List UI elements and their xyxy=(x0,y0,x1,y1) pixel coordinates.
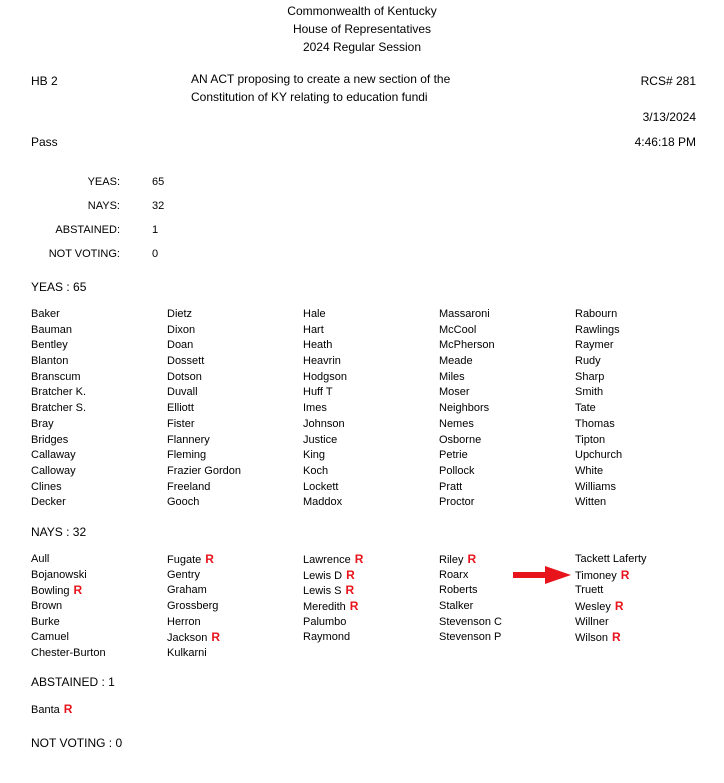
member-name xyxy=(575,338,622,354)
member-name xyxy=(303,338,347,354)
member-label: Herron xyxy=(167,615,201,628)
member-label: Roarx xyxy=(439,568,469,581)
member-label: Nemes xyxy=(439,417,474,430)
member-name xyxy=(31,370,86,386)
member-name xyxy=(31,464,86,480)
member-label: Palumbo xyxy=(303,615,347,628)
member-label: McCool xyxy=(439,323,477,336)
nays-column xyxy=(31,552,106,662)
member-label: Fister xyxy=(167,417,195,430)
member-label: Dietz xyxy=(167,308,193,320)
member-name xyxy=(439,464,495,480)
member-name xyxy=(439,433,495,449)
abstained-heading: ABSTAINED : 1 xyxy=(31,675,115,689)
member-name xyxy=(303,615,363,631)
member-name xyxy=(31,480,86,496)
member-name xyxy=(31,646,106,662)
member-name xyxy=(575,417,622,433)
member-name xyxy=(31,417,86,433)
member-name xyxy=(167,568,220,584)
member-label: Hodgson xyxy=(303,370,348,383)
member-label: Koch xyxy=(303,464,329,477)
member-name xyxy=(303,583,363,599)
member-label: Banta xyxy=(31,704,60,716)
member-label: Neighbors xyxy=(439,402,490,415)
member-name xyxy=(575,495,622,511)
member-name xyxy=(303,568,363,584)
member-label: Williams xyxy=(575,480,616,493)
member-label: Jackson xyxy=(167,632,208,645)
member-label: Rawlings xyxy=(575,323,620,336)
member-name xyxy=(303,448,347,464)
tally-value: 32 xyxy=(152,200,165,212)
member-label: Gooch xyxy=(167,496,200,509)
party-mark: R xyxy=(345,583,355,598)
member-label: Frazier Gordon xyxy=(167,464,241,477)
member-name xyxy=(31,568,106,584)
member-label: Dossett xyxy=(167,355,205,368)
member-name xyxy=(303,630,363,646)
tally-label: NAYS: xyxy=(87,200,120,212)
member-label: Thomas xyxy=(575,417,615,430)
member-name xyxy=(575,354,622,370)
member-label: Baker xyxy=(31,308,60,320)
member-name xyxy=(31,702,72,718)
member-label: Raymond xyxy=(303,631,351,644)
member-name xyxy=(167,433,241,449)
member-label: Lawrence xyxy=(303,554,351,566)
member-name xyxy=(167,464,241,480)
member-label: Bauman xyxy=(31,323,72,336)
member-label: Hart xyxy=(303,323,324,336)
member-name xyxy=(439,417,495,433)
member-label: Imes xyxy=(303,402,327,415)
party-mark: R xyxy=(73,583,83,598)
member-label: Stevenson P xyxy=(439,631,502,644)
member-label: Upchurch xyxy=(575,449,623,462)
member-name xyxy=(303,599,363,615)
member-name xyxy=(31,338,86,354)
yeas-column xyxy=(167,307,241,511)
tally-label: NOT VOTING: xyxy=(48,248,120,260)
member-label: Dotson xyxy=(167,370,202,383)
member-label: Lockett xyxy=(303,480,339,493)
party-mark: R xyxy=(354,552,364,566)
member-label: Camuel xyxy=(31,631,69,644)
member-label: Heath xyxy=(303,339,333,352)
member-label: Blanton xyxy=(31,355,69,368)
member-name xyxy=(439,307,495,323)
member-label: Riley xyxy=(439,554,464,566)
member-label: White xyxy=(575,464,604,477)
member-name xyxy=(31,385,86,401)
member-name xyxy=(439,480,495,496)
member-label: Stalker xyxy=(439,600,474,613)
member-name xyxy=(167,480,241,496)
yeas-column xyxy=(575,307,622,511)
member-name xyxy=(439,448,495,464)
header-session: 2024 Regular Session xyxy=(302,40,422,54)
member-label: Elliott xyxy=(167,402,194,415)
member-name xyxy=(31,552,106,568)
member-label: Calloway xyxy=(31,464,76,477)
member-name xyxy=(439,354,495,370)
tally-value: 0 xyxy=(152,248,159,260)
member-name xyxy=(31,401,86,417)
member-label: Huff T xyxy=(303,386,333,399)
member-label: Miles xyxy=(439,370,465,383)
member-label: Doan xyxy=(167,339,194,352)
member-label: Flannery xyxy=(167,433,210,446)
member-label: Gentry xyxy=(167,568,201,581)
member-label: Brown xyxy=(31,600,63,613)
member-name xyxy=(439,495,495,511)
nays-column xyxy=(439,552,502,646)
member-label: Johnson xyxy=(303,417,345,430)
member-name xyxy=(575,480,622,496)
member-label: Freeland xyxy=(167,480,211,493)
tally-value: 1 xyxy=(152,224,159,236)
member-name xyxy=(31,354,86,370)
member-name xyxy=(575,323,622,339)
bill-title-line2: Constitution of KY relating to education fundi xyxy=(191,90,428,104)
member-name xyxy=(167,615,220,631)
member-label: Grossberg xyxy=(167,600,219,613)
vote-time: 4:46:18 PM xyxy=(634,135,696,149)
party-mark: R xyxy=(467,552,477,566)
member-label: Pratt xyxy=(439,480,463,493)
member-name xyxy=(575,385,622,401)
red-arrow-icon xyxy=(513,566,571,584)
member-name xyxy=(575,448,622,464)
member-name xyxy=(439,568,502,584)
header-commonwealth: Commonwealth of Kentucky xyxy=(287,4,437,18)
member-name xyxy=(31,495,86,511)
member-name xyxy=(167,385,241,401)
member-name xyxy=(575,401,622,417)
yeas-column xyxy=(303,307,347,511)
member-label: King xyxy=(303,449,326,462)
member-label: Petrie xyxy=(439,449,468,462)
member-name xyxy=(303,385,347,401)
member-label: Wilson xyxy=(575,632,609,645)
member-name xyxy=(31,323,86,339)
member-label: Hale xyxy=(303,308,326,320)
member-label: Heavrin xyxy=(303,355,341,368)
member-name xyxy=(167,417,241,433)
member-label: Meredith xyxy=(303,601,346,614)
member-label: Bridges xyxy=(31,433,69,446)
member-label: Branscum xyxy=(31,370,81,383)
nays-column xyxy=(167,552,220,662)
member-label: Meade xyxy=(439,355,473,368)
member-label: Sharp xyxy=(575,370,605,383)
member-name xyxy=(303,433,347,449)
member-name xyxy=(31,433,86,449)
member-label: Proctor xyxy=(439,496,475,509)
member-label: Graham xyxy=(167,584,207,597)
member-label: Stevenson C xyxy=(439,615,502,628)
member-name xyxy=(439,583,502,599)
member-name xyxy=(167,401,241,417)
member-name xyxy=(167,354,241,370)
member-label: Bratcher S. xyxy=(31,402,87,415)
tally-label: ABSTAINED: xyxy=(55,224,120,236)
member-name xyxy=(439,630,502,646)
member-name xyxy=(303,307,347,323)
member-label: Rudy xyxy=(575,355,601,368)
member-label: Wesley xyxy=(575,601,611,614)
member-name xyxy=(167,630,220,646)
member-name xyxy=(31,448,86,464)
yeas-column xyxy=(439,307,495,511)
member-label: Fleming xyxy=(167,449,207,462)
member-name xyxy=(439,615,502,631)
member-name xyxy=(575,464,622,480)
party-mark: R xyxy=(346,567,355,582)
member-name xyxy=(31,630,106,646)
member-name xyxy=(303,401,347,417)
member-name xyxy=(575,615,647,631)
nays-heading: NAYS : 32 xyxy=(31,525,87,539)
member-label: Smith xyxy=(575,386,604,399)
not-voting-heading: NOT VOTING : 0 xyxy=(31,736,123,750)
member-label: Willner xyxy=(575,615,609,628)
member-name xyxy=(439,385,495,401)
party-mark: R xyxy=(211,630,221,645)
member-name xyxy=(303,552,363,568)
member-label: Kulkarni xyxy=(167,647,207,660)
member-label: Duvall xyxy=(167,386,198,399)
member-name xyxy=(303,354,347,370)
member-name xyxy=(575,433,622,449)
member-name xyxy=(575,370,622,386)
member-label: Raymer xyxy=(575,339,614,352)
member-label: Tipton xyxy=(575,433,606,446)
roll-call-number: RCS# 281 xyxy=(640,74,696,88)
member-name xyxy=(31,599,106,615)
tally-label: YEAS: xyxy=(87,176,120,188)
member-name xyxy=(31,307,86,323)
member-label: Callaway xyxy=(31,449,76,462)
member-label: Timoney xyxy=(575,569,617,582)
header-chamber: House of Representatives xyxy=(292,22,432,36)
member-label: Truett xyxy=(575,584,604,597)
nays-column xyxy=(303,552,363,646)
member-label: Fugate xyxy=(167,554,202,566)
member-label: Dixon xyxy=(167,323,196,336)
member-name xyxy=(303,370,347,386)
member-name xyxy=(575,599,647,615)
bill-title-line1: AN ACT proposing to create a new section of the xyxy=(191,72,451,86)
member-label: Aull xyxy=(31,553,50,565)
member-label: Bray xyxy=(31,417,54,430)
member-label: Tackett Laferty xyxy=(575,553,647,565)
member-name xyxy=(575,583,647,599)
member-label: Massaroni xyxy=(439,308,490,320)
member-name xyxy=(167,307,241,323)
vote-date: 3/13/2024 xyxy=(642,110,696,124)
party-mark: R xyxy=(205,552,214,566)
member-label: Moser xyxy=(439,386,470,399)
member-label: Pollock xyxy=(439,464,475,477)
member-name xyxy=(575,630,647,646)
member-name xyxy=(167,370,241,386)
member-label: Tate xyxy=(575,402,596,415)
yeas-heading: YEAS : 65 xyxy=(31,280,87,294)
member-name xyxy=(31,583,106,599)
member-name xyxy=(439,370,495,386)
member-name xyxy=(167,646,220,662)
member-label: Witten xyxy=(575,496,607,509)
member-name xyxy=(303,464,347,480)
member-label: Bowling xyxy=(31,585,70,598)
member-name xyxy=(167,495,241,511)
member-label: Roberts xyxy=(439,584,478,597)
member-name xyxy=(303,417,347,433)
member-label: McPherson xyxy=(439,339,495,352)
member-name xyxy=(439,401,495,417)
member-label: Rabourn xyxy=(575,308,618,320)
member-name xyxy=(575,552,647,568)
member-name xyxy=(439,338,495,354)
member-label: Bojanowski xyxy=(31,568,87,581)
member-label: Bentley xyxy=(31,339,68,352)
member-name xyxy=(303,495,347,511)
member-label: Osborne xyxy=(439,433,482,446)
party-mark: R xyxy=(349,599,359,614)
party-mark: R xyxy=(63,702,73,716)
member-label: Lewis S xyxy=(303,585,342,598)
yeas-column xyxy=(31,307,86,511)
member-name xyxy=(167,552,220,568)
member-name xyxy=(167,599,220,615)
member-name xyxy=(167,338,241,354)
member-label: Clines xyxy=(31,480,62,493)
member-label: Bratcher K. xyxy=(31,386,87,399)
member-name xyxy=(303,480,347,496)
member-label: Chester-Burton xyxy=(31,647,106,660)
member-label: Burke xyxy=(31,615,60,628)
nays-column xyxy=(575,552,647,646)
member-label: Maddox xyxy=(303,496,343,509)
member-label: Decker xyxy=(31,496,66,509)
member-name xyxy=(575,307,622,323)
tally-value: 65 xyxy=(152,176,165,188)
bill-number: HB 2 xyxy=(31,74,58,88)
member-name xyxy=(439,323,495,339)
member-name xyxy=(31,615,106,631)
party-mark: R xyxy=(612,630,621,645)
member-name xyxy=(439,599,502,615)
abstained-column xyxy=(31,702,72,718)
member-name xyxy=(167,583,220,599)
member-name xyxy=(439,552,502,568)
party-mark: R xyxy=(614,599,624,614)
member-name xyxy=(167,448,241,464)
member-label: Lewis D xyxy=(303,569,343,582)
member-name xyxy=(575,568,647,584)
party-mark: R xyxy=(620,567,630,582)
vote-result: Pass xyxy=(31,135,58,149)
member-name xyxy=(303,323,347,339)
member-label: Justice xyxy=(303,433,338,446)
member-name xyxy=(167,323,241,339)
